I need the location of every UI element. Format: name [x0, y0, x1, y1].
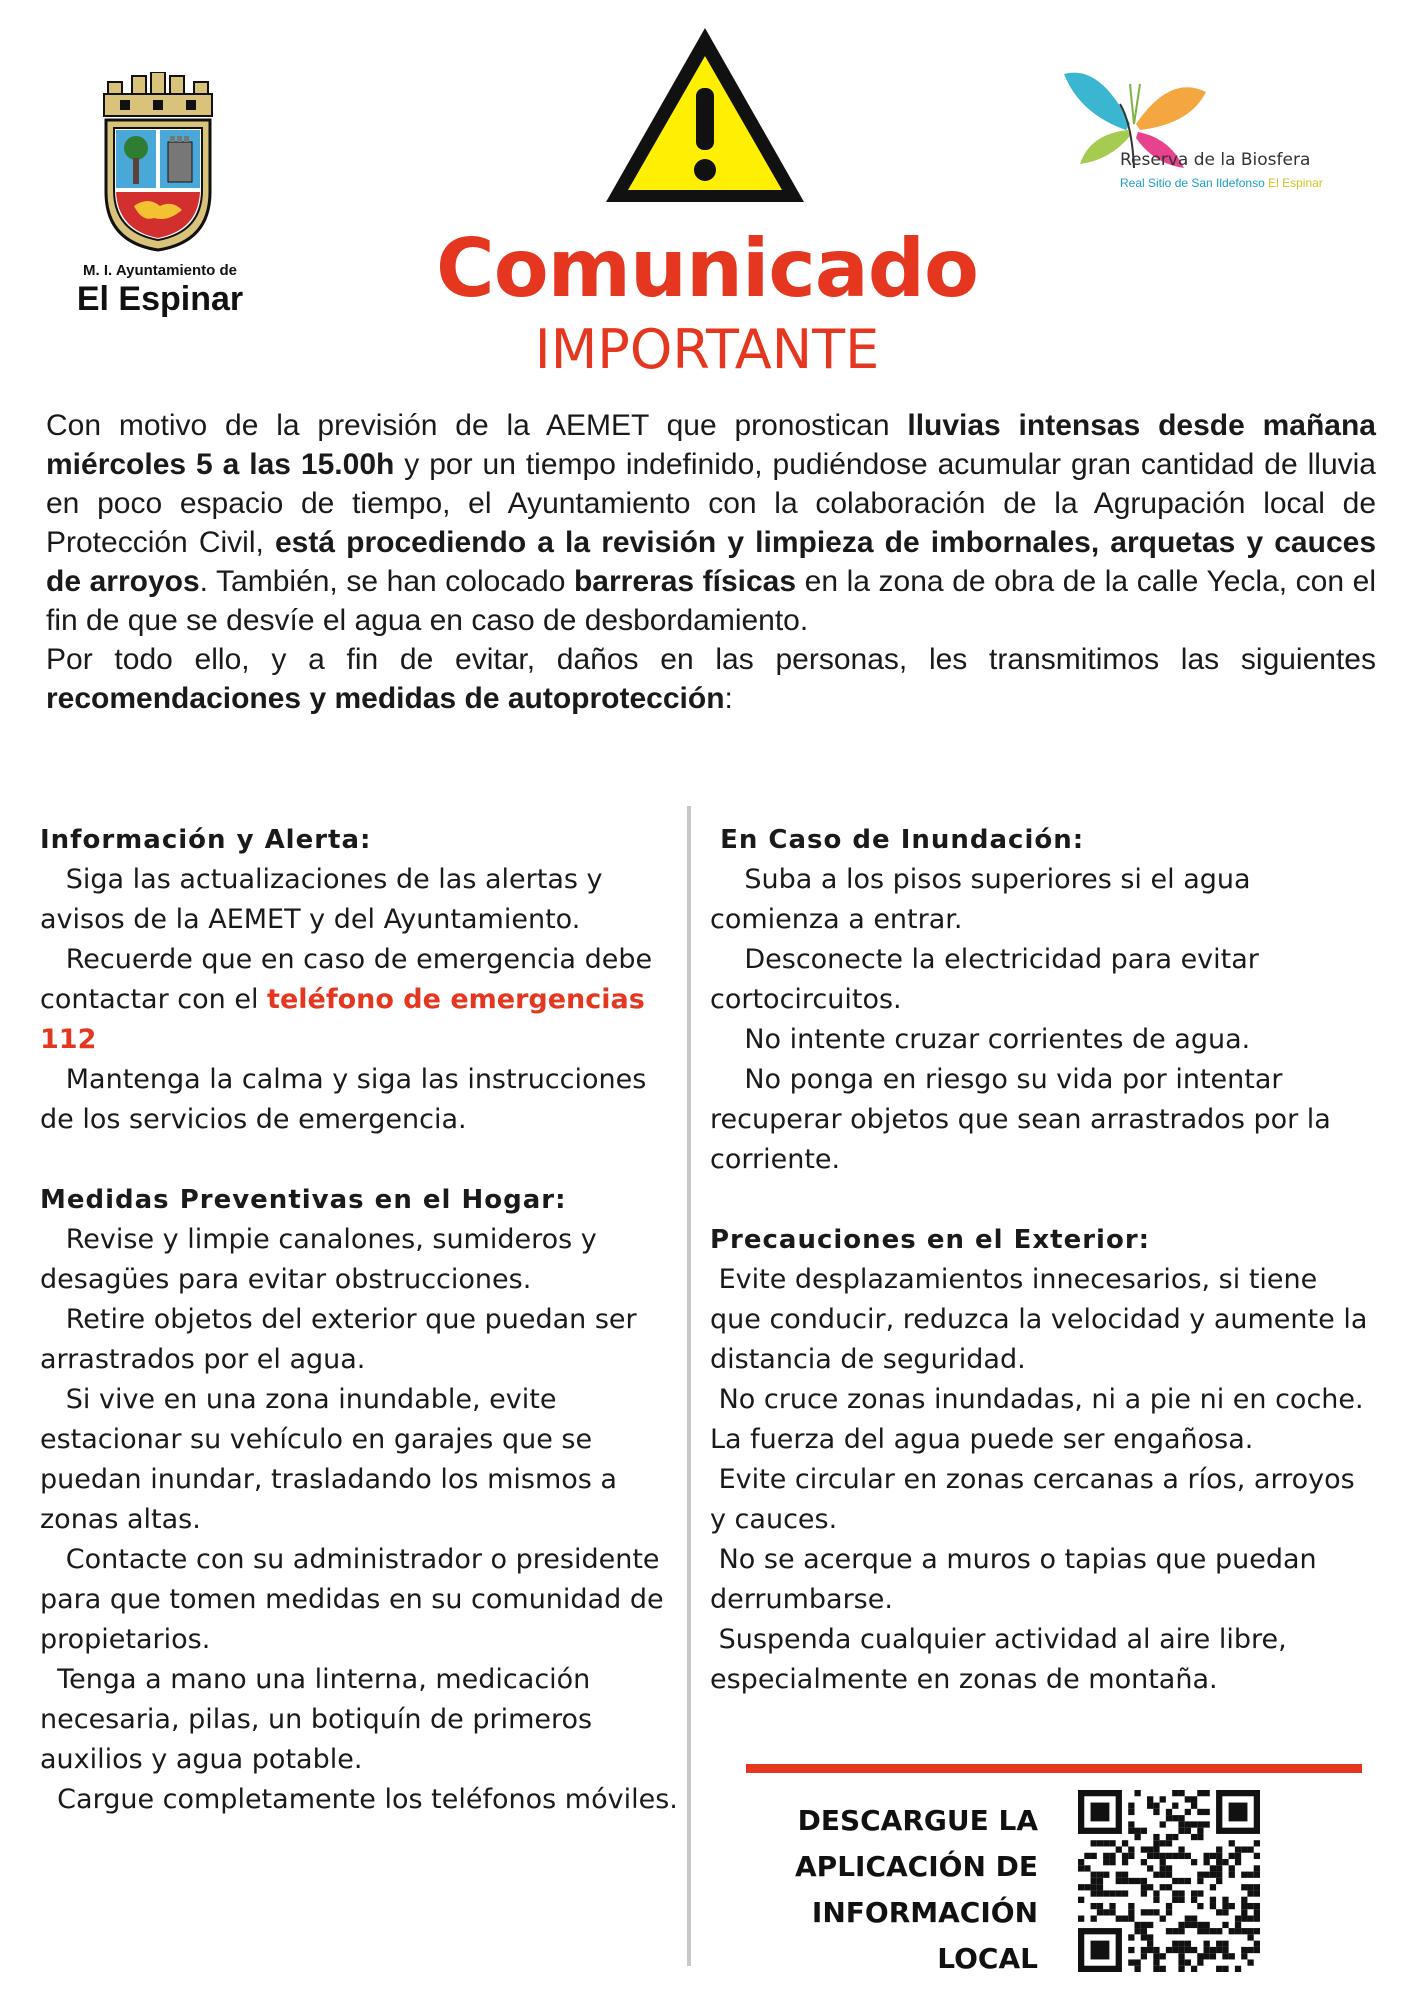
list-item: Suspenda cualquier actividad al aire libre, especialmente en zonas de montaña. — [710, 1624, 1296, 1695]
left-column — [40, 820, 680, 1820]
biosphere-subtitle-accent: El Espinar — [1268, 176, 1323, 190]
intro-bold-span: está procediendo a la revisión y limpieza de imbornales, arquetas y cauces de arroyos — [46, 526, 1376, 598]
page-title: Comunicado — [436, 222, 978, 315]
intro-text-span: Por todo ello, y a fin de evitar, daños en las personas, les transmitimos las siguientes — [46, 643, 1376, 676]
biosphere-subtitle — [1120, 176, 1380, 190]
list-item: Siga las actualizaciones de las alertas y avisos de la AEMET y del Ayuntamiento. — [40, 864, 612, 935]
right-column — [710, 820, 1376, 1700]
biosphere-subtitle-main: Real Sitio de San Ildefonso — [1120, 176, 1265, 190]
spacer — [710, 1180, 1370, 1220]
emergency-phone: teléfono de emergencias 112 — [40, 984, 655, 1055]
biosphere-title: Reserva de la Biosfera — [1120, 150, 1311, 170]
intro-text-span: en la zona de obra de la calle Yecla, con el fin de que se desvíe el agua en caso de desbordamiento. — [46, 565, 1376, 637]
list-item: Revise y limpie canalones, sumideros y desagües para evitar obstrucciones. — [40, 1224, 606, 1295]
list-item: Retire objetos del exterior que puedan ser arrastrados por el agua. — [40, 1304, 646, 1375]
qr-code-icon[interactable] — [1078, 1790, 1260, 1972]
page-subtitle: IMPORTANTE — [534, 318, 880, 381]
column-divider — [687, 806, 691, 1966]
list-item: No se acerque a muros o tapias que puedan derrumbarse. — [710, 1544, 1326, 1615]
list-item: No cruce zonas inundadas, ni a pie ni en coche. La fuerza del agua puede ser engañosa. — [710, 1384, 1373, 1455]
list-item: Suba a los pisos superiores si el agua comienza a entrar. — [710, 864, 1260, 935]
section-title-inundacion: En Caso de Inundación: — [710, 825, 1085, 855]
list-item — [40, 940, 680, 1060]
intro-text-span: . También, se han colocado — [199, 565, 574, 598]
warning-triangle-icon — [600, 22, 810, 208]
intro-text-span: : — [724, 682, 733, 715]
intro-bold-span: barreras físicas — [573, 565, 797, 598]
intro-text-span: Con motivo de la previsión de la AEMET que pronostican — [46, 409, 908, 442]
list-item-text: Recuerde que en caso de emergencia debe contactar con el — [40, 944, 661, 1015]
intro-text — [46, 406, 1376, 718]
list-item: Evite desplazamientos innecesarios, si tiene que conducir, reduzca la velocidad y aumente la distancia de seguridad. — [710, 1264, 1376, 1375]
intro-paragraph-1 — [46, 406, 1376, 640]
section-title-exterior: Precauciones en el Exterior: — [710, 1225, 1151, 1255]
municipality-name: El Espinar — [76, 280, 244, 318]
list-item: No intente cruzar corrientes de agua. — [710, 1024, 1251, 1055]
intro-bold-span: lluvias intensas desde mañana miércoles 5 a las 15.00h — [46, 409, 1376, 481]
list-item: Si vive en una zona inundable, evite estacionar su vehículo en garajes que se puedan inundar, trasladando los mismos a zonas altas. — [40, 1384, 626, 1535]
list-item: Contacte con su administrador o presidente para que tomen medidas en su comunidad de propietarios. — [40, 1544, 673, 1655]
footer-red-bar — [746, 1764, 1362, 1773]
intro-paragraph-2 — [46, 640, 1376, 718]
list-item: No ponga en riesgo su vida por intentar recuperar objetos que sean arrastrados por la corriente. — [710, 1064, 1340, 1175]
list-item: Mantenga la calma y siga las instrucciones de los servicios de emergencia. — [40, 1064, 655, 1135]
section-title-medidas-hogar: Medidas Preventivas en el Hogar: — [40, 1185, 567, 1215]
download-line: INFORMACIÓN — [811, 1896, 1038, 1929]
download-line: APLICACIÓN DE — [795, 1850, 1038, 1883]
intro-text-span: y por un tiempo indefinido, pudiéndose acumular gran cantidad de lluvia en poco espacio de tiempo, el Ayuntamiento con la colaboración de la Agrupación local de Protección Civil, — [46, 448, 1376, 559]
download-app-text — [748, 1798, 1038, 1982]
list-item: Desconecte la electricidad para evitar cortocircuitos. — [710, 944, 1268, 1015]
download-line: DESCARGUE LA — [797, 1804, 1038, 1837]
list-item: Cargue completamente los teléfonos móviles. — [40, 1784, 678, 1815]
spacer — [40, 1140, 680, 1180]
download-line: LOCAL — [937, 1942, 1038, 1975]
section-title-info-alerta: Información y Alerta: — [40, 825, 372, 855]
list-item: Tenga a mano una linterna, medicación necesaria, pilas, un botiquín de primeros auxilios y agua potable. — [40, 1664, 601, 1775]
intro-bold-span: recomendaciones y medidas de autoprotección — [46, 682, 725, 715]
municipality-prefix: M. I. Ayuntamiento de — [83, 262, 237, 279]
list-item: Evite circular en zonas cercanas a ríos, arroyos y cauces. — [710, 1464, 1364, 1535]
